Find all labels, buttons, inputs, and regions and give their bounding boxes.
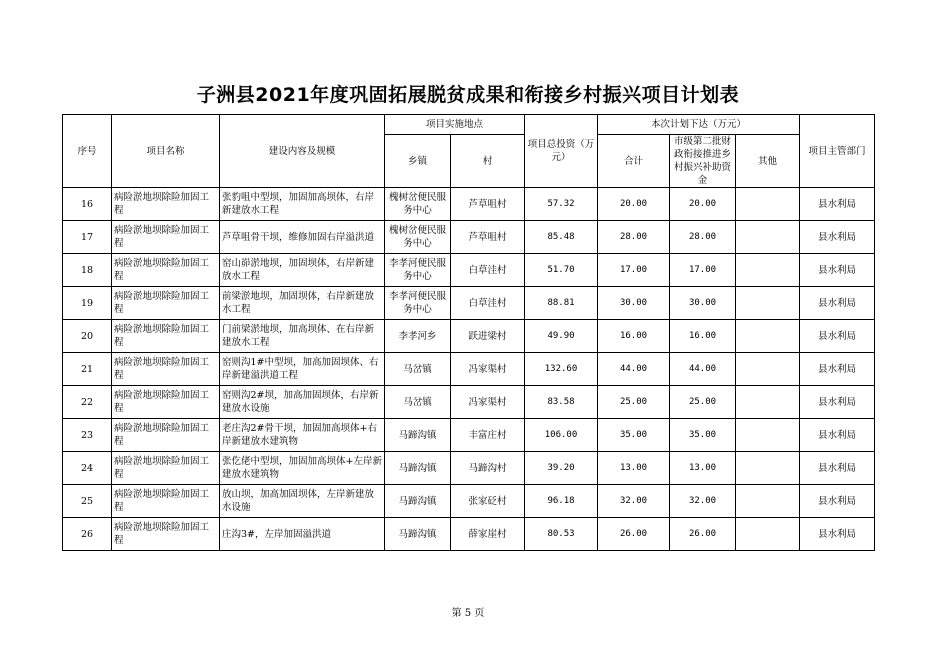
- cell-investment: 49.90: [525, 320, 598, 353]
- cell-city-fund: 17.00: [670, 254, 736, 287]
- header-location: 项目实施地点: [385, 115, 525, 135]
- cell-project-name: 病险淤地坝除险加固工程: [112, 254, 220, 287]
- cell-village: 冯家渠村: [451, 386, 525, 419]
- table-row: [63, 188, 875, 221]
- cell-plan-total: 32.00: [598, 485, 670, 518]
- cell-investment: 96.18: [525, 485, 598, 518]
- header-village: 村: [451, 135, 525, 188]
- table-row: [63, 518, 875, 551]
- cell-city-fund: 30.00: [670, 287, 736, 320]
- cell-seq: 21: [63, 353, 112, 386]
- cell-other: [736, 485, 800, 518]
- cell-content: 门前梁淤地坝，加高坝体、在右岸新建放水工程: [220, 320, 385, 353]
- cell-project-name: 病险淤地坝除险加固工程: [112, 485, 220, 518]
- header-seq: 序号: [63, 115, 112, 188]
- cell-department: 县水利局: [800, 254, 875, 287]
- cell-city-fund: 20.00: [670, 188, 736, 221]
- cell-township: 马岔镇: [385, 353, 451, 386]
- cell-department: 县水利局: [800, 518, 875, 551]
- cell-seq: 22: [63, 386, 112, 419]
- cell-investment: 85.48: [525, 221, 598, 254]
- cell-department: 县水利局: [800, 221, 875, 254]
- cell-investment: 106.00: [525, 419, 598, 452]
- page-number: 第 5 页: [451, 608, 485, 619]
- table-row: [63, 221, 875, 254]
- cell-content: 张仡佬中型坝，加固加高坝体+左岸新建放水建筑物: [220, 452, 385, 485]
- cell-other: [736, 320, 800, 353]
- cell-plan-total: 25.00: [598, 386, 670, 419]
- project-plan-table: [62, 114, 875, 551]
- cell-other: [736, 452, 800, 485]
- cell-other: [736, 419, 800, 452]
- cell-village: 白草洼村: [451, 287, 525, 320]
- table-row: [63, 485, 875, 518]
- cell-township: 槐树岔便民服务中心: [385, 188, 451, 221]
- cell-village: 白草洼村: [451, 254, 525, 287]
- cell-content: 前梁淤地坝，加固坝体，右岸新建放水工程: [220, 287, 385, 320]
- cell-township: 槐树岔便民服务中心: [385, 221, 451, 254]
- cell-city-fund: 32.00: [670, 485, 736, 518]
- header-other: 其他: [736, 135, 800, 188]
- cell-village: 马蹄沟村: [451, 452, 525, 485]
- cell-plan-total: 16.00: [598, 320, 670, 353]
- cell-project-name: 病险淤地坝除险加固工程: [112, 518, 220, 551]
- table-row: [63, 320, 875, 353]
- cell-department: 县水利局: [800, 452, 875, 485]
- cell-plan-total: 26.00: [598, 518, 670, 551]
- header-content: 建设内容及规模: [220, 115, 385, 188]
- cell-plan-total: 28.00: [598, 221, 670, 254]
- cell-seq: 16: [63, 188, 112, 221]
- cell-township: 李孝河乡: [385, 320, 451, 353]
- cell-city-fund: 13.00: [670, 452, 736, 485]
- cell-investment: 39.20: [525, 452, 598, 485]
- cell-seq: 23: [63, 419, 112, 452]
- cell-content: 老庄沟2#骨干坝，加固加高坝体+右岸新建放水建筑物: [220, 419, 385, 452]
- cell-investment: 51.70: [525, 254, 598, 287]
- table-row: [63, 353, 875, 386]
- cell-department: 县水利局: [800, 419, 875, 452]
- cell-village: 跃进梁村: [451, 320, 525, 353]
- cell-department: 县水利局: [800, 188, 875, 221]
- cell-project-name: 病险淤地坝除险加固工程: [112, 386, 220, 419]
- cell-project-name: 病险淤地坝除险加固工程: [112, 221, 220, 254]
- cell-content: 芦草咀骨干坝，维修加固右岸溢洪道: [220, 221, 385, 254]
- cell-content: 张豹咀中型坝，加固加高坝体，右岸新建放水工程: [220, 188, 385, 221]
- header-department: 项目主管部门: [800, 115, 875, 188]
- cell-investment: 83.58: [525, 386, 598, 419]
- table-row: [63, 419, 875, 452]
- cell-other: [736, 353, 800, 386]
- cell-investment: 88.81: [525, 287, 598, 320]
- cell-plan-total: 30.00: [598, 287, 670, 320]
- cell-plan-total: 35.00: [598, 419, 670, 452]
- cell-content: 窑山峁淤地坝，加固坝体，右岸新建放水工程: [220, 254, 385, 287]
- cell-investment: 57.32: [525, 188, 598, 221]
- cell-township: 马岔镇: [385, 386, 451, 419]
- cell-township: 马蹄沟镇: [385, 485, 451, 518]
- cell-village: 丰富庄村: [451, 419, 525, 452]
- cell-other: [736, 221, 800, 254]
- header-name: 项目名称: [112, 115, 220, 188]
- header-plan-total: 合计: [598, 135, 670, 188]
- cell-other: [736, 518, 800, 551]
- cell-department: 县水利局: [800, 485, 875, 518]
- cell-city-fund: 25.00: [670, 386, 736, 419]
- table-row: [63, 287, 875, 320]
- cell-plan-total: 13.00: [598, 452, 670, 485]
- page-title: 子洲县2021年度巩固拓展脱贫成果和衔接乡村振兴项目计划表: [196, 84, 740, 106]
- cell-seq: 19: [63, 287, 112, 320]
- cell-investment: 132.60: [525, 353, 598, 386]
- cell-other: [736, 386, 800, 419]
- cell-seq: 25: [63, 485, 112, 518]
- cell-city-fund: 28.00: [670, 221, 736, 254]
- cell-plan-total: 17.00: [598, 254, 670, 287]
- cell-seq: 24: [63, 452, 112, 485]
- cell-plan-total: 20.00: [598, 188, 670, 221]
- cell-project-name: 病险淤地坝除险加固工程: [112, 188, 220, 221]
- cell-department: 县水利局: [800, 386, 875, 419]
- cell-seq: 20: [63, 320, 112, 353]
- cell-project-name: 病险淤地坝除险加固工程: [112, 353, 220, 386]
- cell-city-fund: 35.00: [670, 419, 736, 452]
- cell-project-name: 病险淤地坝除险加固工程: [112, 320, 220, 353]
- cell-township: 李孝河便民服务中心: [385, 254, 451, 287]
- cell-township: 李孝河便民服务中心: [385, 287, 451, 320]
- table-row: [63, 254, 875, 287]
- cell-city-fund: 44.00: [670, 353, 736, 386]
- cell-other: [736, 254, 800, 287]
- cell-seq: 17: [63, 221, 112, 254]
- cell-seq: 18: [63, 254, 112, 287]
- cell-content: 窑则沟1#中型坝，加高加固坝体、右岸新建溢洪道工程: [220, 353, 385, 386]
- header-township: 乡镇: [385, 135, 451, 188]
- cell-seq: 26: [63, 518, 112, 551]
- cell-other: [736, 188, 800, 221]
- cell-township: 马蹄沟镇: [385, 419, 451, 452]
- cell-city-fund: 16.00: [670, 320, 736, 353]
- header-total-investment: 项目总投资（万元）: [525, 115, 598, 188]
- cell-township: 马蹄沟镇: [385, 452, 451, 485]
- cell-content: 放山坝，加高加固坝体，左岸新建放水设施: [220, 485, 385, 518]
- cell-department: 县水利局: [800, 353, 875, 386]
- cell-city-fund: 26.00: [670, 518, 736, 551]
- cell-other: [736, 287, 800, 320]
- cell-department: 县水利局: [800, 320, 875, 353]
- cell-township: 马蹄沟镇: [385, 518, 451, 551]
- cell-project-name: 病险淤地坝除险加固工程: [112, 452, 220, 485]
- header-city-fund: 市级第二批财政衔接推进乡村振兴补助资金: [670, 135, 736, 188]
- cell-investment: 80.53: [525, 518, 598, 551]
- cell-village: 芦草咀村: [451, 221, 525, 254]
- header-plan: 本次计划下达（万元）: [598, 115, 800, 135]
- table-row: [63, 386, 875, 419]
- cell-project-name: 病险淤地坝除险加固工程: [112, 419, 220, 452]
- cell-village: 冯家渠村: [451, 353, 525, 386]
- cell-village: 薛家崖村: [451, 518, 525, 551]
- cell-department: 县水利局: [800, 287, 875, 320]
- cell-project-name: 病险淤地坝除险加固工程: [112, 287, 220, 320]
- table-row: [63, 452, 875, 485]
- cell-content: 窑则沟2#坝，加高加固坝体，右岸新建放水设施: [220, 386, 385, 419]
- cell-village: 芦草咀村: [451, 188, 525, 221]
- cell-content: 庄沟3#，左岸加固溢洪道: [220, 518, 385, 551]
- cell-plan-total: 44.00: [598, 353, 670, 386]
- cell-village: 张家砭村: [451, 485, 525, 518]
